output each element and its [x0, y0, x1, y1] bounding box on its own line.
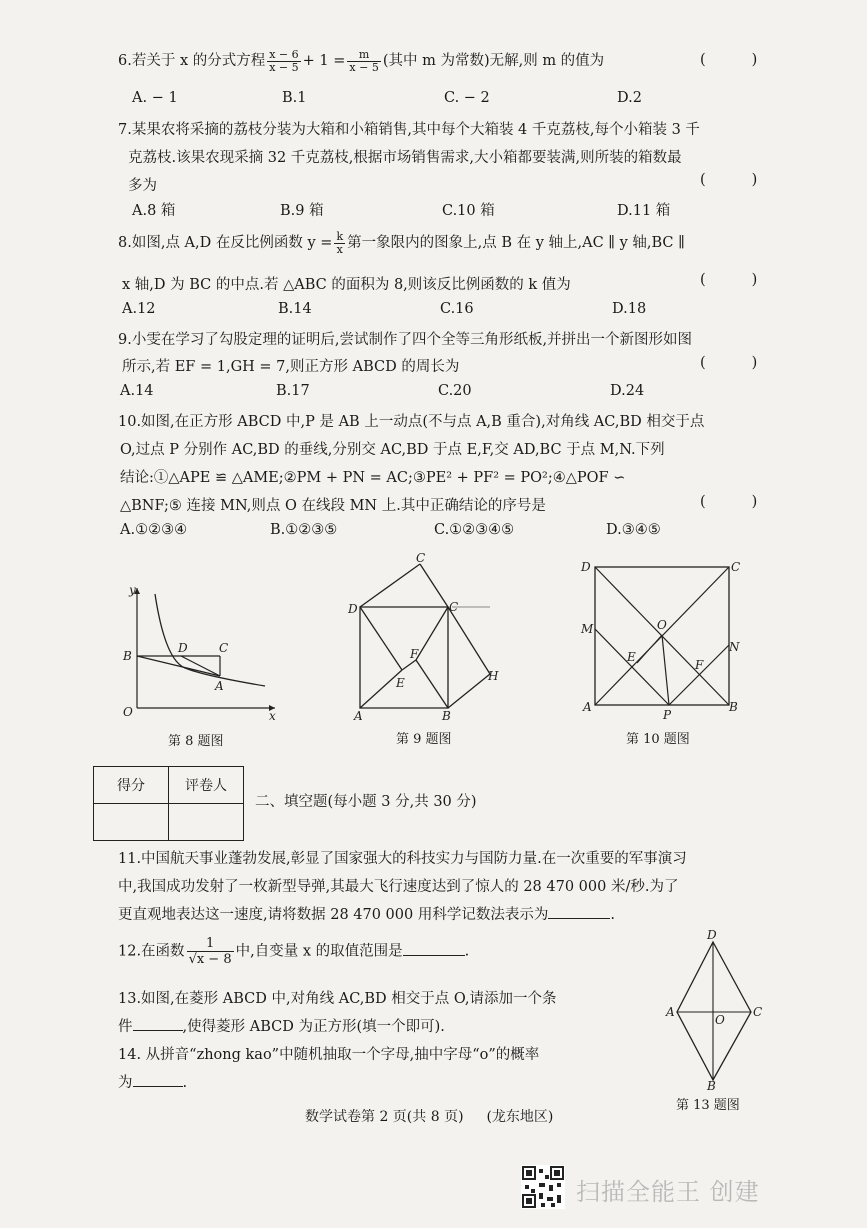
segment-eo — [637, 635, 662, 663]
label-b: B — [707, 1079, 716, 1090]
question-12-stem: 12.在函数 $\frac{1}{√x - 8}$ 中,自变量 x 的取值范围是 . — [118, 936, 470, 967]
figure-8-diagram — [115, 580, 285, 720]
option-d-q8: D.18 — [612, 301, 647, 317]
score-table — [93, 766, 244, 841]
option-b-q7: B.9 箱 — [280, 203, 324, 219]
question-8-line1: 8.如图,点 A,D 在反比例函数 y = $\frac{k}{x}$ 第一象限内的图象上,点 B 在 y 轴上,AC ∥ y 轴,BC ∥ — [118, 229, 685, 256]
label-x: x — [269, 709, 276, 720]
fraction-k-over-x: $\frac{k}{x}$ — [336, 229, 344, 256]
label-b: B — [442, 709, 451, 723]
segment-op — [662, 635, 669, 705]
segment-fc — [416, 607, 448, 660]
option-a-q9: A.14 — [120, 383, 154, 399]
option-d-q10: D.③④⑤ — [606, 522, 661, 538]
score-header: 得分 — [94, 767, 169, 804]
option-a-q7: A.8 箱 — [132, 203, 176, 219]
question-13-line2: 件 ,使得菱形 ABCD 为正方形(填一个即可). — [118, 1015, 445, 1036]
option-a-q8: A.12 — [122, 301, 156, 317]
option-b-q9: B.17 — [276, 383, 310, 399]
answer-bracket-q7: ( ) — [700, 172, 758, 188]
question-10-line2: O,过点 P 分别作 AC,BD 的垂线,分别交 AC,BD 于点 E,F,交 AD,BC 于点 M,N.下列 — [120, 442, 665, 458]
label-a: A — [215, 679, 224, 693]
segment-ef — [402, 660, 416, 670]
answer-blank-q12[interactable] — [403, 941, 465, 956]
question-11-line1: 11.中国航天事业蓬勃发展,彰显了国家强大的科技实力与国防力量.在一次重要的军事演习 — [118, 851, 687, 867]
option-c-q10: C.①②③④⑤ — [434, 522, 515, 538]
label-a: A — [666, 1005, 675, 1019]
question-10-line1: 10.如图,在正方形 ABCD 中,P 是 AB 上一动点(不与点 A,B 重合),对角线 AC,BD 相交于点 — [118, 414, 705, 430]
segment-ch — [448, 607, 490, 674]
option-d-q7: D.11 箱 — [617, 203, 671, 219]
label-c: C — [731, 560, 741, 574]
answer-blank-q13[interactable] — [133, 1016, 183, 1031]
option-c-q6: C. − 2 — [444, 90, 490, 106]
label-b: B — [729, 700, 738, 714]
question-11-line2: 中,我国成功发射了一枚新型导弹,其最大飞行速度达到了惊人的 28 470 000 米/秒.为了 — [118, 879, 679, 895]
option-c-q9: C.20 — [438, 383, 472, 399]
question-9-line1: 9.小雯在学习了勾股定理的证明后,尝试制作了四个全等三角形纸板,并拼出一个新图形如图 — [118, 332, 693, 348]
figure-9-diagram — [340, 550, 510, 725]
segment-dg — [360, 564, 420, 607]
answer-bracket-q8: ( ) — [700, 272, 758, 288]
grader-header: 评卷人 — [169, 767, 244, 804]
figure-10-diagram — [575, 555, 745, 720]
hyperbola-curve — [155, 594, 265, 686]
question-7-line2: 克荔枝.该果农现采摘 32 千克荔枝,根据市场销售需求,大小箱都要装满,则所装的箱数最 — [128, 150, 682, 166]
label-a: A — [583, 700, 592, 714]
label-o: O — [715, 1013, 725, 1027]
question-8-line2: x 轴,D 为 BC 的中点.若 △ABC 的面积为 8,则该反比例函数的 k 值为 — [122, 277, 571, 293]
question-11-line3: 更直观地表达这一速度,请将数据 28 470 000 用科学记数法表示为 . — [118, 903, 615, 924]
option-b-q8: B.14 — [278, 301, 312, 317]
label-c: C — [219, 641, 229, 655]
figure-13-diagram — [663, 928, 763, 1090]
label-d: D — [178, 641, 188, 655]
answer-bracket-q9: ( ) — [700, 355, 758, 371]
answer-blank-q14[interactable] — [133, 1072, 183, 1087]
label-d: D — [707, 928, 717, 942]
label-a: A — [354, 709, 363, 723]
label-h: H — [488, 669, 499, 683]
option-a-q6: A. − 1 — [132, 90, 178, 106]
segment-hb — [448, 674, 490, 708]
question-14-line1: 14. 从拼音“zhong kao”中随机抽取一个字母,抽中字母“o”的概率 — [118, 1047, 540, 1063]
label-f: F — [695, 658, 704, 672]
score-cell[interactable] — [94, 804, 169, 841]
question-10-line3: 结论:①△APE ≌ △AME;②PM + PN = AC;③PE² + PF² = PO²;④△POF ∽ — [120, 470, 626, 486]
label-c: C — [449, 600, 459, 614]
page-number: 数学试卷第 2 页(共 8 页) — [305, 1109, 464, 1125]
figure-8-caption: 第 8 题图 — [168, 734, 224, 749]
label-g: C — [416, 551, 426, 565]
label-e: E — [396, 676, 405, 690]
label-n: N — [729, 640, 740, 654]
figure-9-caption: 第 9 题图 — [396, 732, 452, 747]
segment-de — [360, 607, 402, 670]
fraction-m-over-x5: $\frac{m}{x - 5}$ — [349, 47, 379, 74]
answer-bracket-q10: ( ) — [700, 494, 758, 510]
answer-blank-q11[interactable] — [548, 904, 610, 919]
question-9-line2: 所示,若 EF = 1,GH = 7,则正方形 ABCD 的周长为 — [122, 359, 460, 375]
question-6-stem: 6.若关于 x 的分式方程 $\frac{x - 6}{x - 5}$ + 1 = $\frac{m}{x - 5}$ (其中 m 为常数)无解,则 m 的值为 — [118, 47, 605, 74]
option-d-q6: D.2 — [617, 90, 642, 106]
question-14-line2: 为 . — [118, 1071, 187, 1092]
option-a-q10: A.①②③④ — [120, 522, 188, 538]
fraction-1-over-sqrt: $\frac{1}{√x - 8}$ — [188, 936, 232, 967]
rhombus-abcd — [677, 942, 751, 1080]
figure-13-caption: 第 13 题图 — [676, 1098, 740, 1113]
label-p: P — [663, 708, 672, 720]
region-label: (龙东地区) — [486, 1109, 554, 1125]
label-m: M — [581, 622, 594, 636]
question-10-line4: △BNF;⑤ 连接 MN,则点 O 在线段 MN 上.其中正确结论的序号是 — [120, 498, 546, 514]
label-o: O — [657, 618, 667, 632]
square-abcd — [360, 607, 448, 708]
label-d: D — [348, 602, 358, 616]
option-b-q6: B.1 — [282, 90, 307, 106]
segment-ba — [137, 656, 220, 676]
option-c-q7: C.10 箱 — [442, 203, 495, 219]
page-footer — [305, 1106, 553, 1126]
option-c-q8: C.16 — [440, 301, 474, 317]
segment-fb — [416, 660, 448, 708]
label-f: F — [410, 647, 419, 661]
scanner-watermark: 扫描全能王 创建 — [576, 1178, 760, 1206]
label-c: C — [753, 1005, 763, 1019]
fraction-x6-over-x5: $\frac{x - 6}{x - 5}$ — [269, 47, 299, 74]
question-7-line1: 7.某果农将采摘的荔枝分装为大箱和小箱销售,其中每个大箱装 4 千克荔枝,每个小箱装 3 千 — [118, 122, 700, 138]
option-d-q9: D.24 — [610, 383, 645, 399]
answer-bracket-q6: ( ) — [700, 52, 758, 68]
question-13-line1: 13.如图,在菱形 ABCD 中,对角线 AC,BD 相交于点 O,请添加一个条 — [118, 991, 557, 1007]
section-2-title: 二、填空题(每小题 3 分,共 30 分) — [255, 794, 477, 810]
label-o: O — [123, 705, 133, 719]
label-d: D — [581, 560, 591, 574]
grader-cell[interactable] — [169, 804, 244, 841]
label-b: B — [123, 649, 132, 663]
label-e: E — [627, 650, 636, 664]
segment-gc — [420, 564, 448, 607]
question-7-line3: 多为 — [128, 178, 157, 194]
figure-10-caption: 第 10 题图 — [626, 732, 690, 747]
option-b-q10: B.①②③⑤ — [270, 522, 338, 538]
label-y: y — [129, 583, 136, 597]
qr-code-icon — [521, 1165, 565, 1209]
